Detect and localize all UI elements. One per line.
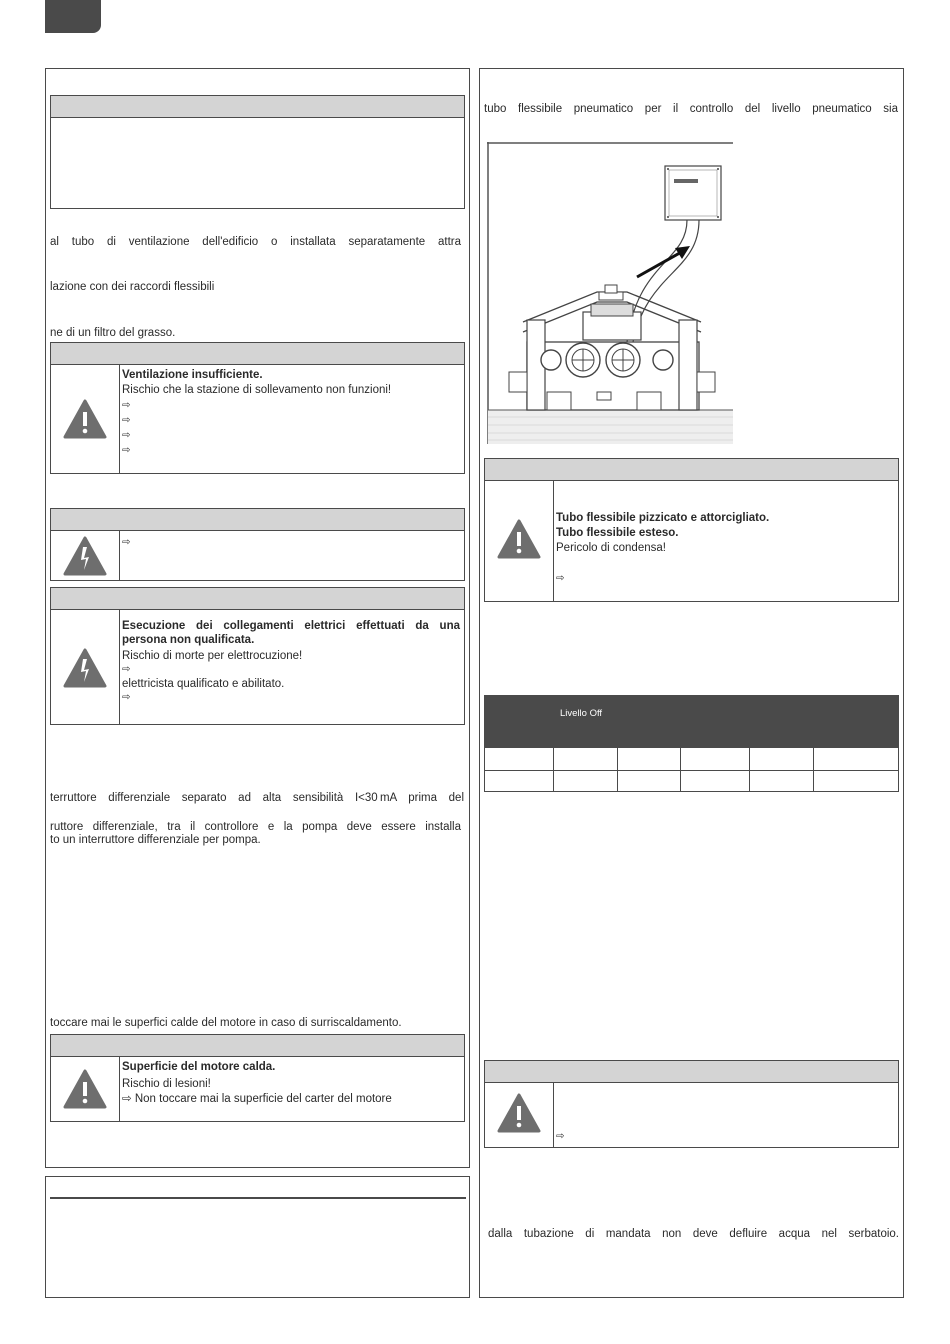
warning-triangle-icon bbox=[63, 399, 107, 439]
table-cell bbox=[814, 771, 899, 792]
text-rcd-sensitivity: terruttore differenziale separato ad alta sensibilità I<30 mA prima del bbox=[50, 792, 464, 804]
left-bottom-frame bbox=[45, 1176, 470, 1298]
arrow-bullet: ⇨ bbox=[122, 664, 131, 675]
text-grease-filter: ne di un filtro del grasso. bbox=[50, 327, 176, 339]
text-flex-fittings: lazione con dei raccordi flessibili bbox=[50, 281, 215, 293]
warning-hose bbox=[484, 458, 899, 602]
warning-ventilation-icon-cell bbox=[51, 365, 120, 473]
table-cell bbox=[681, 771, 750, 792]
warning-motor-title: Superficie del motore calda. bbox=[122, 1061, 276, 1073]
warning-triangle-icon bbox=[497, 519, 541, 559]
warning-motor-risk: Rischio di lesioni! bbox=[122, 1078, 211, 1090]
warning-electric-short bbox=[50, 508, 465, 581]
warning-electric bbox=[50, 587, 465, 725]
warning-motor-action: ⇨ Non toccare mai la superficie del carter del motore bbox=[122, 1093, 392, 1105]
level-table-header-cell bbox=[485, 696, 554, 748]
table-cell bbox=[618, 748, 681, 771]
electric-hazard-icon bbox=[63, 648, 107, 688]
warning-hose-header bbox=[485, 459, 898, 481]
warning-motor-icon-cell bbox=[51, 1057, 120, 1121]
lifting-station-illustration bbox=[487, 142, 733, 444]
arrow-bullet: ⇨ bbox=[556, 1131, 565, 1142]
warning-triangle-icon bbox=[497, 1093, 541, 1133]
warning-electric-icon-cell bbox=[51, 610, 120, 724]
table-cell bbox=[485, 748, 554, 771]
level-table-header-cell bbox=[618, 696, 681, 748]
text-pneumatic-hose: tubo flessibile pneumatico per il controllo del livello pneumatico sia bbox=[484, 103, 898, 115]
warning-ventilation bbox=[50, 342, 465, 474]
warning-ventilation-risk: Rischio che la stazione di sollevamento non funzioni! bbox=[122, 384, 392, 396]
warning-hose-title-1: Tubo flessibile pizzicato e attorcigliato. bbox=[556, 512, 770, 524]
table-cell bbox=[485, 771, 554, 792]
warning-electric-short-header bbox=[51, 509, 464, 531]
text-rcd-between-2: to un interruttore differenziale per pompa. bbox=[50, 834, 261, 846]
level-table-header-cell bbox=[750, 696, 814, 748]
warning-motor bbox=[50, 1034, 465, 1122]
chapter-tab bbox=[45, 0, 101, 33]
warning-electric-header bbox=[51, 588, 464, 610]
warning-hose-title-2: Tubo flessibile esteso. bbox=[556, 527, 679, 539]
warning-bottom bbox=[484, 1060, 899, 1148]
warning-ventilation-title: Ventilazione insufficiente. bbox=[122, 369, 263, 381]
table-cell bbox=[618, 771, 681, 792]
level-table-header-cell bbox=[814, 696, 899, 748]
table-cell bbox=[750, 771, 814, 792]
table-cell bbox=[814, 748, 899, 771]
level-table-header-level-off: Livello Off bbox=[554, 696, 618, 748]
text-vent-building: al tubo di ventilazione dell'edificio o installata separatamente attra bbox=[50, 236, 461, 248]
arrow-bullet: ⇨ bbox=[122, 400, 131, 411]
text-no-backflow: dalla tubazione di mandata non deve defluire acqua nel serbatoio. bbox=[488, 1228, 899, 1240]
table-cell bbox=[681, 748, 750, 771]
left-bottom-rule bbox=[50, 1197, 466, 1199]
warning-electric-risk: Rischio di morte per elettrocuzione! bbox=[122, 650, 303, 662]
warning-electric-electrician: elettricista qualificato e abilitato. bbox=[122, 678, 285, 690]
table-cell bbox=[554, 771, 618, 792]
arrow-bullet: ⇨ bbox=[122, 692, 131, 703]
warning-hose-icon-cell bbox=[485, 481, 554, 601]
arrow-bullet: ⇨ bbox=[122, 445, 131, 456]
arrow-bullet: ⇨ bbox=[556, 573, 565, 584]
text-hot-surfaces: toccare mai le superfici calde del motore in caso di surriscaldamento. bbox=[50, 1017, 402, 1029]
warning-bottom-header bbox=[485, 1061, 898, 1083]
notice-box-top-header bbox=[51, 96, 464, 118]
warning-hose-risk: Pericolo di condensa! bbox=[556, 542, 666, 554]
warning-electric-title: Esecuzione dei collegamenti elettrici effettuati da una persona non qualificata. bbox=[122, 620, 460, 646]
arrow-bullet: ⇨ bbox=[122, 430, 131, 441]
table-cell bbox=[750, 748, 814, 771]
level-table-header-cell bbox=[681, 696, 750, 748]
warning-ventilation-header bbox=[51, 343, 464, 365]
warning-electric-short-icon-cell bbox=[51, 531, 120, 580]
notice-box-top bbox=[50, 95, 465, 209]
warning-triangle-icon bbox=[63, 1069, 107, 1109]
arrow-bullet: ⇨ bbox=[122, 415, 131, 426]
electric-hazard-icon bbox=[63, 536, 107, 576]
level-table bbox=[484, 695, 899, 792]
warning-motor-header bbox=[51, 1035, 464, 1057]
table-cell bbox=[554, 748, 618, 771]
arrow-bullet: ⇨ bbox=[122, 537, 131, 548]
text-rcd-between-1: ruttore differenziale, tra il controllore e la pompa deve essere installa bbox=[50, 821, 461, 833]
warning-bottom-icon-cell bbox=[485, 1083, 554, 1147]
